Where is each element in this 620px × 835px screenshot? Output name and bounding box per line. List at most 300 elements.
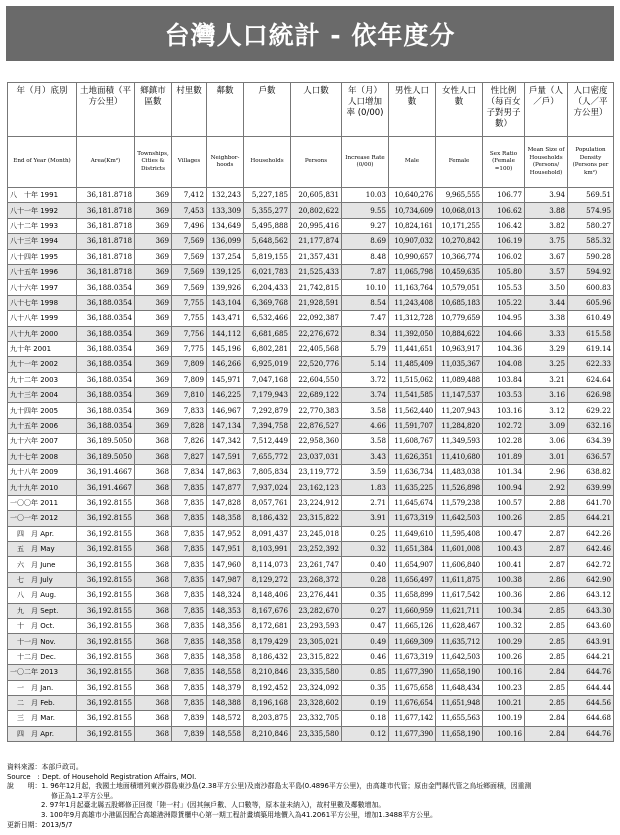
table-cell: 11,626,351 — [389, 449, 436, 464]
table-cell: 36,181.8718 — [77, 218, 135, 233]
table-cell: 11,608,767 — [389, 434, 436, 449]
table-cell: 626.98 — [568, 388, 614, 403]
table-cell: 八十三年 1994 — [8, 234, 77, 249]
table-cell: 7,809 — [172, 372, 207, 387]
table-cell: 368 — [135, 465, 172, 480]
table-cell: 2.87 — [525, 526, 568, 541]
table-cell: 23,282,670 — [291, 603, 342, 618]
table-cell: 7,755 — [172, 311, 207, 326]
table-cell: 101.89 — [483, 449, 525, 464]
table-cell: 3.94 — [525, 188, 568, 203]
table-cell: 4.66 — [342, 418, 389, 433]
table-cell: 36,192.8155 — [77, 557, 135, 572]
table-cell: 7,179,943 — [244, 388, 291, 403]
table-cell: 36,181.8718 — [77, 234, 135, 249]
table-cell: 0.40 — [342, 557, 389, 572]
table-cell: 368 — [135, 480, 172, 495]
table-cell: 20,802,622 — [291, 203, 342, 218]
table-cell: 10,270,842 — [436, 234, 483, 249]
table-cell: 2.96 — [525, 465, 568, 480]
table-cell: 9.27 — [342, 218, 389, 233]
table-cell: 102.72 — [483, 418, 525, 433]
table-cell: 7,655,772 — [244, 449, 291, 464]
header-zh-5: 戶數 — [244, 83, 291, 137]
table-cell: 368 — [135, 449, 172, 464]
table-cell: 7,569 — [172, 234, 207, 249]
table-cell: 6,021,783 — [244, 264, 291, 279]
table-cell: 369 — [135, 234, 172, 249]
table-row — [8, 311, 614, 326]
table-cell: 8.48 — [342, 249, 389, 264]
table-cell: 11,635,225 — [389, 480, 436, 495]
table-cell: 36,188.0354 — [77, 357, 135, 372]
table-cell: 23,315,822 — [291, 649, 342, 664]
table-cell: 11,617,542 — [436, 588, 483, 603]
table-cell: 四 月 Apr. — [8, 726, 77, 741]
table-cell: 11,660,959 — [389, 603, 436, 618]
table-cell: 585.32 — [568, 234, 614, 249]
table-row — [8, 680, 614, 695]
table-cell: 148,379 — [207, 680, 244, 695]
table-cell: 11,349,593 — [436, 434, 483, 449]
header-en-5: Households — [244, 137, 291, 188]
table-cell: 103.53 — [483, 388, 525, 403]
table-cell: 105.80 — [483, 264, 525, 279]
table-cell: 22,604,550 — [291, 372, 342, 387]
table-cell: 574.95 — [568, 203, 614, 218]
table-row — [8, 711, 614, 726]
table-cell: 104.36 — [483, 341, 525, 356]
table-cell: 7,835 — [172, 541, 207, 556]
table-cell: 8,203,875 — [244, 711, 291, 726]
table-cell: 11,284,820 — [436, 418, 483, 433]
table-cell: 11,601,008 — [436, 541, 483, 556]
table-cell: 3.01 — [525, 449, 568, 464]
table-cell: 368 — [135, 649, 172, 664]
table-cell: 148,558 — [207, 665, 244, 680]
table-cell: 11,591,707 — [389, 418, 436, 433]
header-en-3: Villages — [172, 137, 207, 188]
table-cell: 11,485,409 — [389, 357, 436, 372]
table-cell: 0.19 — [342, 695, 389, 710]
table-cell: 22,876,527 — [291, 418, 342, 433]
table-cell: 36,192.8155 — [77, 588, 135, 603]
table-cell: 36,192.8155 — [77, 572, 135, 587]
table-cell: 368 — [135, 526, 172, 541]
table-row — [8, 572, 614, 587]
table-cell: 106.62 — [483, 203, 525, 218]
table-cell: 7,512,449 — [244, 434, 291, 449]
table-cell: 36,192.8155 — [77, 603, 135, 618]
table-cell: 36,192.8155 — [77, 680, 135, 695]
table-cell: 23,162,123 — [291, 480, 342, 495]
table-cell: 八十二年 1993 — [8, 218, 77, 233]
table-cell: 148,358 — [207, 649, 244, 664]
table-cell: 636.57 — [568, 449, 614, 464]
table-cell: 104.08 — [483, 357, 525, 372]
table-cell: 369 — [135, 326, 172, 341]
table-cell: 8,148,406 — [244, 588, 291, 603]
table-cell: 36,188.0354 — [77, 326, 135, 341]
table-cell: 3.25 — [525, 357, 568, 372]
table-cell: 11,621,711 — [436, 603, 483, 618]
table-cell: 10,884,622 — [436, 326, 483, 341]
table-cell: 147,987 — [207, 572, 244, 587]
table-row — [8, 557, 614, 572]
table-cell: 143,104 — [207, 295, 244, 310]
note-1: 說 明：1. 96年12月起，我國土地面積增列東沙群島東沙島(2.38平方公里)及南沙群島太平島(0.4896平方公里)，由高雄市代管；原由金門縣代管之烏坵鄉面積，因重測 — [7, 782, 532, 791]
table-cell: 134,649 — [207, 218, 244, 233]
table-cell: 100.16 — [483, 665, 525, 680]
table-body — [8, 188, 614, 742]
table-cell: 143,471 — [207, 311, 244, 326]
table-cell: 0.32 — [342, 541, 389, 556]
table-cell: 3.88 — [525, 203, 568, 218]
table-cell: 11,515,062 — [389, 372, 436, 387]
table-cell: 642.46 — [568, 541, 614, 556]
table-cell: 九十九年 2010 — [8, 480, 77, 495]
table-cell: 11,673,319 — [389, 649, 436, 664]
table-cell: 10.03 — [342, 188, 389, 203]
table-cell: 7,835 — [172, 695, 207, 710]
table-cell: 36,192.8155 — [77, 541, 135, 556]
note-1b: 修正為1.2平方公里。 — [51, 791, 118, 800]
note-3: 3. 100年9月高雄市小港區因配合高雄港洲際貨櫃中心第一期工程計畫填築用地價入為41.2061平方公里，增加1.3488平方公里。 — [41, 810, 437, 819]
table-cell: 0.12 — [342, 726, 389, 741]
table-cell: 368 — [135, 603, 172, 618]
table-cell: 100.32 — [483, 618, 525, 633]
header-en-11: Mean Size of Households (Persons/ Household) — [525, 137, 568, 188]
table-cell: 9.55 — [342, 203, 389, 218]
table-cell: 二 月 Feb. — [8, 695, 77, 710]
table-cell: 642.90 — [568, 572, 614, 587]
table-row — [8, 418, 614, 433]
table-cell: 0.25 — [342, 526, 389, 541]
table-cell: 101.34 — [483, 465, 525, 480]
table-cell: 23,328,602 — [291, 695, 342, 710]
table-cell: 133,309 — [207, 203, 244, 218]
table-cell: 11,628,467 — [436, 618, 483, 633]
table-cell: 8,114,073 — [244, 557, 291, 572]
header-zh-4: 鄰數 — [207, 83, 244, 137]
table-cell: 369 — [135, 203, 172, 218]
table-cell: 7,394,758 — [244, 418, 291, 433]
table-cell: 369 — [135, 311, 172, 326]
table-cell: 5.79 — [342, 341, 389, 356]
table-cell: 0.35 — [342, 680, 389, 695]
table-cell: 11,207,943 — [436, 403, 483, 418]
table-cell: 11,312,728 — [389, 311, 436, 326]
table-cell: 八 月 Aug. — [8, 588, 77, 603]
table-cell: 3.29 — [525, 341, 568, 356]
table-cell: 11,645,674 — [389, 495, 436, 510]
table-cell: 8,091,437 — [244, 526, 291, 541]
table-cell: 590.28 — [568, 249, 614, 264]
table-cell: 643.91 — [568, 634, 614, 649]
table-cell: 11,089,488 — [436, 372, 483, 387]
table-cell: 147,342 — [207, 434, 244, 449]
table-cell: 21,928,591 — [291, 295, 342, 310]
table-cell: 6,204,433 — [244, 280, 291, 295]
table-cell: 九十三年 2004 — [8, 388, 77, 403]
table-cell: 7,835 — [172, 557, 207, 572]
header-zh-7: 年（月）人口增加率 (0/00) — [342, 83, 389, 137]
table-cell: 36,181.8718 — [77, 188, 135, 203]
table-cell: 3.33 — [525, 326, 568, 341]
table-row — [8, 357, 614, 372]
table-cell: 10,366,774 — [436, 249, 483, 264]
table-cell: 11,595,408 — [436, 526, 483, 541]
table-cell: 3.75 — [525, 234, 568, 249]
table-cell: 九十四年 2005 — [8, 403, 77, 418]
table-cell: 23,335,580 — [291, 726, 342, 741]
table-row — [8, 665, 614, 680]
table-cell: 36,188.0354 — [77, 418, 135, 433]
header-zh-11: 戶量（人／戶） — [525, 83, 568, 137]
header-row-en — [8, 137, 614, 188]
table-cell: 23,335,580 — [291, 665, 342, 680]
header-en-4: Neighbor-hoods — [207, 137, 244, 188]
table-cell: 369 — [135, 372, 172, 387]
table-cell: 2.84 — [525, 665, 568, 680]
table-cell: 10,734,609 — [389, 203, 436, 218]
table-row — [8, 434, 614, 449]
table-cell: 8,196,168 — [244, 695, 291, 710]
table-cell: 100.43 — [483, 541, 525, 556]
table-cell: 11,654,907 — [389, 557, 436, 572]
table-cell: 2.85 — [525, 618, 568, 633]
table-cell: 23,119,772 — [291, 465, 342, 480]
table-cell: 147,134 — [207, 418, 244, 433]
table-cell: 九十二年 2003 — [8, 372, 77, 387]
table-cell: 642.72 — [568, 557, 614, 572]
table-cell: 2.85 — [525, 511, 568, 526]
table-cell: 36,192.8155 — [77, 495, 135, 510]
table-cell: 23,268,372 — [291, 572, 342, 587]
table-cell: 7,569 — [172, 280, 207, 295]
table-cell: 0.85 — [342, 665, 389, 680]
table-cell: 7,775 — [172, 341, 207, 356]
table-cell: 10,907,032 — [389, 234, 436, 249]
table-cell: 11,642,503 — [436, 649, 483, 664]
table-cell: 104.95 — [483, 311, 525, 326]
table-cell: 147,863 — [207, 465, 244, 480]
table-cell: 10,459,635 — [436, 264, 483, 279]
table-cell: 八十四年 1995 — [8, 249, 77, 264]
table-cell: 10,824,161 — [389, 218, 436, 233]
table-cell: 11,677,142 — [389, 711, 436, 726]
table-cell: 2.84 — [525, 726, 568, 741]
table-cell: 11,658,190 — [436, 665, 483, 680]
header-zh-3: 村里數 — [172, 83, 207, 137]
header-zh-0: 年（月）底別 — [8, 83, 77, 137]
table-cell: 7,835 — [172, 649, 207, 664]
table-cell: 7,834 — [172, 465, 207, 480]
table-cell: 2.87 — [525, 557, 568, 572]
table-cell: 7,835 — [172, 680, 207, 695]
header-zh-10: 性比例（每百女子對男子數） — [483, 83, 525, 137]
table-cell: 3.12 — [525, 403, 568, 418]
table-cell: 3.16 — [525, 388, 568, 403]
header-zh-6: 人口數 — [291, 83, 342, 137]
table-cell: 7,835 — [172, 526, 207, 541]
table-cell: 610.49 — [568, 311, 614, 326]
table-cell: 11,656,497 — [389, 572, 436, 587]
table-cell: 644.21 — [568, 511, 614, 526]
table-cell: 147,591 — [207, 449, 244, 464]
table-cell: 23,305,021 — [291, 634, 342, 649]
table-cell: 8.34 — [342, 326, 389, 341]
table-cell: 368 — [135, 434, 172, 449]
table-cell: 2.71 — [342, 495, 389, 510]
table-cell: 644.44 — [568, 680, 614, 695]
table-cell: 36,192.8155 — [77, 711, 135, 726]
source-zh: 資料來源：本部戶政司。 — [7, 763, 83, 771]
header-en-10: Sex Ratio (Female =100) — [483, 137, 525, 188]
table-cell: 148,324 — [207, 588, 244, 603]
table-cell: 一〇一年 2012 — [8, 511, 77, 526]
table-cell: 7,835 — [172, 495, 207, 510]
table-cell: 11,065,798 — [389, 264, 436, 279]
table-cell: 147,877 — [207, 480, 244, 495]
table-cell: 11,669,309 — [389, 634, 436, 649]
table-cell: 八十九年 2000 — [8, 326, 77, 341]
table-cell: 36,181.8718 — [77, 249, 135, 264]
table-cell: 148,558 — [207, 726, 244, 741]
table-cell: 36,189.5050 — [77, 449, 135, 464]
table-cell: 36,192.8155 — [77, 665, 135, 680]
table-cell: 368 — [135, 572, 172, 587]
table-cell: 21,742,815 — [291, 280, 342, 295]
table-cell: 605.96 — [568, 295, 614, 310]
table-cell: 8,129,272 — [244, 572, 291, 587]
table-cell: 7,810 — [172, 388, 207, 403]
table-cell: 八 十年 1991 — [8, 188, 77, 203]
table-cell: 2.86 — [525, 572, 568, 587]
table-cell: 369 — [135, 341, 172, 356]
table-cell: 3.09 — [525, 418, 568, 433]
table-cell: 148,572 — [207, 711, 244, 726]
table-cell: 7,805,834 — [244, 465, 291, 480]
table-cell: 368 — [135, 618, 172, 633]
table-cell: 6,802,281 — [244, 341, 291, 356]
table-cell: 100.29 — [483, 634, 525, 649]
table-cell: 36,192.8155 — [77, 634, 135, 649]
table-cell: 36,191.4667 — [77, 465, 135, 480]
table-cell: 3.72 — [342, 372, 389, 387]
header-zh-2: 鄉鎮市區數 — [135, 83, 172, 137]
table-row — [8, 234, 614, 249]
table-cell: 22,405,568 — [291, 341, 342, 356]
table-cell: 8,210,846 — [244, 726, 291, 741]
table-cell: 105.22 — [483, 295, 525, 310]
table-cell: 11,163,764 — [389, 280, 436, 295]
table-cell: 368 — [135, 634, 172, 649]
table-cell: 100.57 — [483, 495, 525, 510]
table-cell: 644.56 — [568, 695, 614, 710]
table-cell: 7,809 — [172, 357, 207, 372]
table-row — [8, 541, 614, 556]
table-cell: 九十五年 2006 — [8, 418, 77, 433]
table-cell: 145,971 — [207, 372, 244, 387]
table-cell: 10.10 — [342, 280, 389, 295]
table-cell: 369 — [135, 264, 172, 279]
table-cell: 103.84 — [483, 372, 525, 387]
table-cell: 624.64 — [568, 372, 614, 387]
table-cell: 23,332,705 — [291, 711, 342, 726]
table-cell: 六 月 June — [8, 557, 77, 572]
table-cell: 7,835 — [172, 665, 207, 680]
table-cell: 36,192.8155 — [77, 726, 135, 741]
table-cell: 3.44 — [525, 295, 568, 310]
table-cell: 一〇〇年 2011 — [8, 495, 77, 510]
table-cell: 106.77 — [483, 188, 525, 203]
table-cell: 0.27 — [342, 603, 389, 618]
table-cell: 八十七年 1998 — [8, 295, 77, 310]
table-cell: 148,358 — [207, 511, 244, 526]
table-cell: 5,495,888 — [244, 218, 291, 233]
header-en-12: Population Density (Persons per km²) — [568, 137, 614, 188]
header-en-6: Persons — [291, 137, 342, 188]
table-cell: 619.14 — [568, 341, 614, 356]
table-cell: 369 — [135, 280, 172, 295]
table-cell: 2.85 — [525, 680, 568, 695]
table-row — [8, 726, 614, 741]
table-cell: 11,441,651 — [389, 341, 436, 356]
table-cell: 106.02 — [483, 249, 525, 264]
table-cell: 七 月 July — [8, 572, 77, 587]
table-cell: 132,243 — [207, 188, 244, 203]
table-cell: 36,188.0354 — [77, 372, 135, 387]
header-zh-9: 女性人口數 — [436, 83, 483, 137]
table-cell: 7,569 — [172, 264, 207, 279]
table-row — [8, 526, 614, 541]
table-cell: 7,453 — [172, 203, 207, 218]
table-cell: 7,835 — [172, 588, 207, 603]
table-cell: 5.14 — [342, 357, 389, 372]
table-cell: 10,963,917 — [436, 341, 483, 356]
table-cell: 641.70 — [568, 495, 614, 510]
update-date: 更新日期：2013/5/7 — [7, 820, 73, 829]
table-cell: 五 月 May — [8, 541, 77, 556]
table-cell: 8.69 — [342, 234, 389, 249]
table-cell: 22,689,122 — [291, 388, 342, 403]
table-cell: 615.58 — [568, 326, 614, 341]
table-row — [8, 588, 614, 603]
table-cell: 103.16 — [483, 403, 525, 418]
table-cell: 3.50 — [525, 280, 568, 295]
table-cell: 5,819,155 — [244, 249, 291, 264]
table-cell: 368 — [135, 665, 172, 680]
table-cell: 11,635,712 — [436, 634, 483, 649]
table-cell: 368 — [135, 588, 172, 603]
table-cell: 7,937,024 — [244, 480, 291, 495]
table-cell: 368 — [135, 695, 172, 710]
table-cell: 2.85 — [525, 634, 568, 649]
header-en-2: Townships, Cities & Districts — [135, 137, 172, 188]
table-cell: 7,839 — [172, 726, 207, 741]
table-cell: 7,839 — [172, 711, 207, 726]
table-cell: 11,636,734 — [389, 465, 436, 480]
table-cell: 11,611,875 — [436, 572, 483, 587]
table-row — [8, 403, 614, 418]
table-cell: 644.76 — [568, 726, 614, 741]
table-cell: 8.54 — [342, 295, 389, 310]
table-row — [8, 326, 614, 341]
table-row — [8, 618, 614, 633]
table-cell: 622.33 — [568, 357, 614, 372]
table-cell: 11,651,384 — [389, 541, 436, 556]
